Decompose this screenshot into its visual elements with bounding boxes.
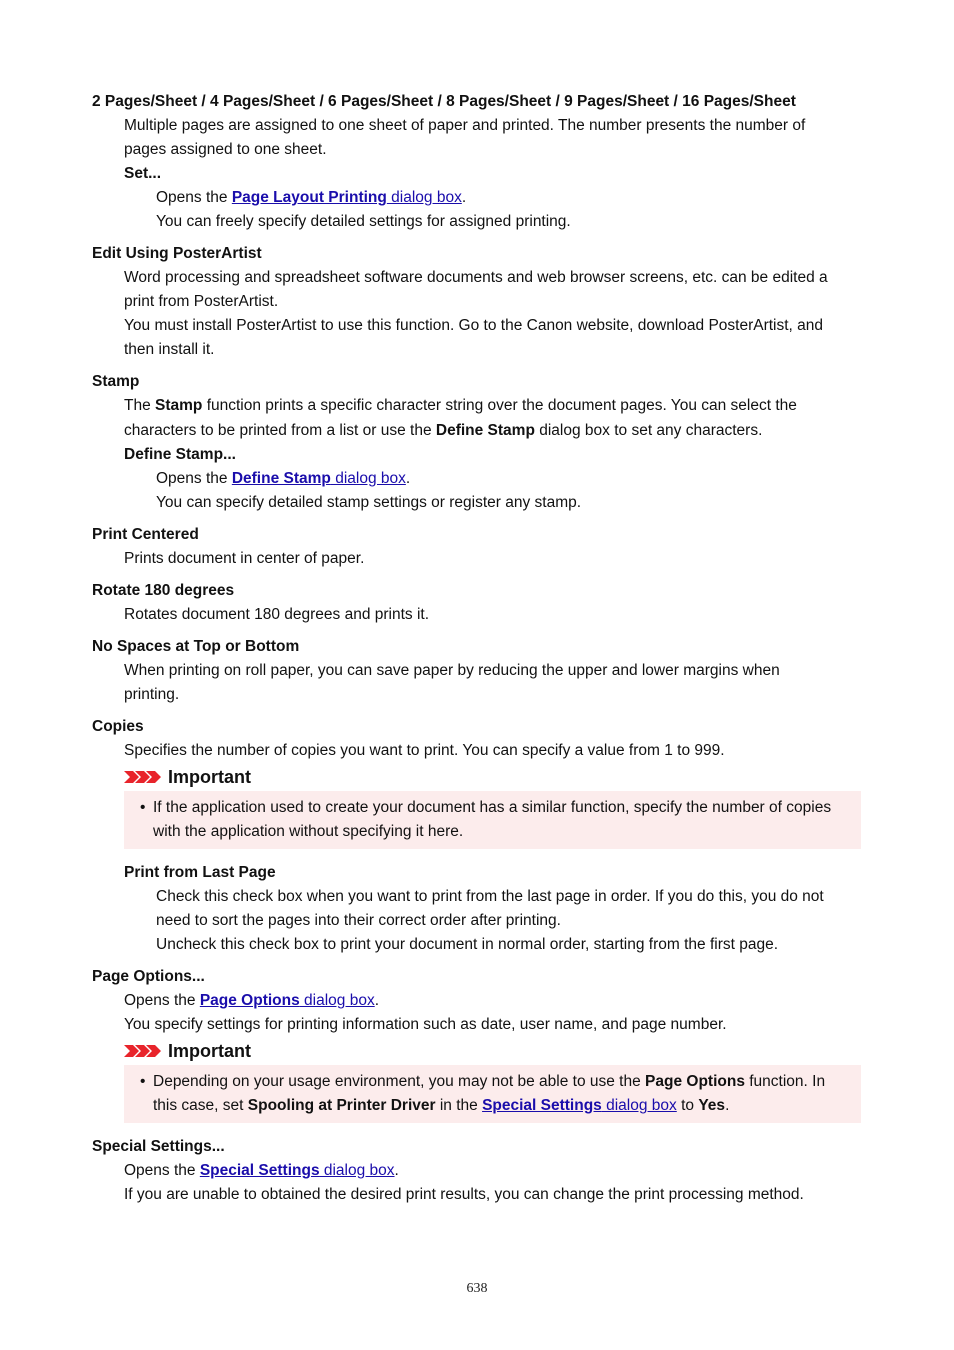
important-text-2	[153, 1096, 729, 1116]
pages-sheet-desc-2: pages assigned to one sheet.	[124, 141, 327, 158]
text: dialog box to set any characters.	[534, 422, 763, 439]
text: function. In	[744, 1073, 826, 1090]
period: .	[725, 1097, 730, 1114]
page-options-opens-line	[124, 991, 379, 1011]
text: this case, set	[153, 1097, 248, 1114]
rotate-desc: Rotates document 180 degrees and prints it.	[124, 606, 430, 623]
heading-page-options: Page Options...	[92, 968, 205, 985]
text: Opens the	[156, 470, 232, 487]
bold-text: Page Options	[645, 1073, 745, 1090]
page-options-link[interactable]	[200, 992, 375, 1009]
poster-desc-1: Word processing and spreadsheet software documents and web browser screens, etc. can be edited a	[124, 269, 828, 286]
period: .	[405, 470, 411, 487]
text: Opens the	[124, 992, 200, 1009]
set-desc: You can freely specify detailed settings for assigned printing.	[156, 213, 571, 230]
poster-desc-3: You must install PosterArtist to use this function. Go to the Canon website, download PosterArtist, and	[124, 317, 824, 334]
heading-rotate-180: Rotate 180 degrees	[92, 582, 235, 599]
heading-print-centered: Print Centered	[92, 526, 199, 543]
link-rest-text: dialog box	[330, 470, 406, 487]
important-text-1	[153, 1072, 825, 1092]
special-settings-opens-line	[124, 1161, 399, 1181]
last-page-desc-2: need to sort the pages into their correct order after printing.	[156, 912, 561, 929]
important-text-1: If the application used to create your document has a similar function, specify the number of copies	[153, 799, 832, 816]
text: function prints a specific character string over the document pages. You can select the	[202, 397, 797, 414]
link-rest-text: dialog box	[601, 1097, 677, 1114]
text: characters to be printed from a list or use the	[124, 422, 436, 439]
bold-text: Define Stamp	[435, 422, 535, 439]
print-centered-desc: Prints document in center of paper.	[124, 550, 365, 567]
special-settings-link[interactable]	[200, 1162, 395, 1179]
copies-desc: Specifies the number of copies you want to print. You can specify a value from 1 to 999.	[124, 742, 725, 759]
period: .	[461, 189, 467, 206]
set-opens-text: Opens the	[156, 189, 232, 206]
stamp-desc-1	[124, 396, 797, 416]
page-layout-printing-link[interactable]	[232, 189, 462, 206]
define-stamp-opens-line	[156, 469, 410, 489]
text: The	[124, 397, 156, 414]
heading-special-settings: Special Settings...	[92, 1138, 225, 1155]
important-label: Important	[168, 1040, 251, 1061]
link-rest-text: dialog box	[299, 992, 375, 1009]
bold-text: Stamp	[155, 397, 203, 414]
heading-set: Set...	[124, 165, 162, 182]
heading-edit-posterartist: Edit Using PosterArtist	[92, 245, 262, 262]
stamp-desc-2	[124, 421, 762, 441]
important-box	[124, 1065, 861, 1123]
link-bold-text: Page Layout Printing	[231, 189, 387, 206]
important-text-2: with the application without specifying it here.	[153, 823, 464, 840]
bullet: •	[140, 799, 146, 816]
important-heading	[124, 765, 251, 789]
heading-print-from-last-page: Print from Last Page	[124, 864, 276, 881]
last-page-desc-1: Check this check box when you want to print from the last page in order. If you do this, you do not	[156, 888, 824, 905]
text: Depending on your usage environment, you may not be able to use the	[153, 1073, 646, 1090]
link-bold-text: Special Settings	[482, 1097, 602, 1114]
heading-stamp: Stamp	[92, 373, 140, 390]
link-bold-text: Define Stamp	[231, 470, 331, 487]
poster-desc-2: print from PosterArtist.	[124, 293, 279, 310]
text: in the	[435, 1097, 483, 1114]
page-options-desc: You specify settings for printing information such as date, user name, and page number.	[124, 1016, 727, 1033]
link-rest-text: dialog box	[319, 1162, 395, 1179]
important-label: Important	[168, 766, 251, 787]
important-chevrons-icon	[124, 1043, 162, 1059]
heading-copies: Copies	[92, 718, 144, 735]
bullet: •	[140, 1073, 146, 1090]
set-opens-line	[156, 188, 466, 208]
text: Opens the	[124, 1162, 200, 1179]
special-settings-desc: If you are unable to obtained the desired print results, you can change the print processing method.	[124, 1186, 804, 1203]
heading-pages-per-sheet: 2 Pages/Sheet / 4 Pages/Sheet / 6 Pages/Sheet / 8 Pages/Sheet / 9 Pages/Sheet / 16 Pages/Sheet	[92, 93, 796, 110]
important-heading	[124, 1039, 251, 1063]
link-bold-text: Page Options	[199, 992, 300, 1009]
heading-define-stamp: Define Stamp...	[124, 446, 236, 463]
important-box	[124, 791, 861, 849]
bold-text: Yes	[698, 1097, 726, 1114]
period: .	[394, 1162, 399, 1179]
define-stamp-desc: You can specify detailed stamp settings or register any stamp.	[156, 494, 582, 511]
text: to	[676, 1097, 699, 1114]
important-chevrons-icon	[124, 769, 162, 785]
last-page-desc-3: Uncheck this check box to print your document in normal order, starting from the first page.	[156, 936, 779, 953]
bold-text: Spooling at Printer Driver	[247, 1097, 436, 1114]
link-rest-text: dialog box	[386, 189, 462, 206]
special-settings-link[interactable]	[482, 1097, 677, 1114]
page-number: 638	[466, 1281, 488, 1296]
define-stamp-link[interactable]	[232, 470, 406, 487]
link-bold-text: Special Settings	[199, 1162, 320, 1179]
poster-desc-4: then install it.	[124, 341, 215, 358]
heading-no-spaces: No Spaces at Top or Bottom	[92, 638, 300, 655]
period: .	[374, 992, 380, 1009]
pages-sheet-desc-1: Multiple pages are assigned to one sheet of paper and printed. The number presents the number of	[124, 117, 806, 134]
no-spaces-desc-1: When printing on roll paper, you can save paper by reducing the upper and lower margins when	[124, 662, 780, 679]
no-spaces-desc-2: printing.	[124, 686, 180, 703]
